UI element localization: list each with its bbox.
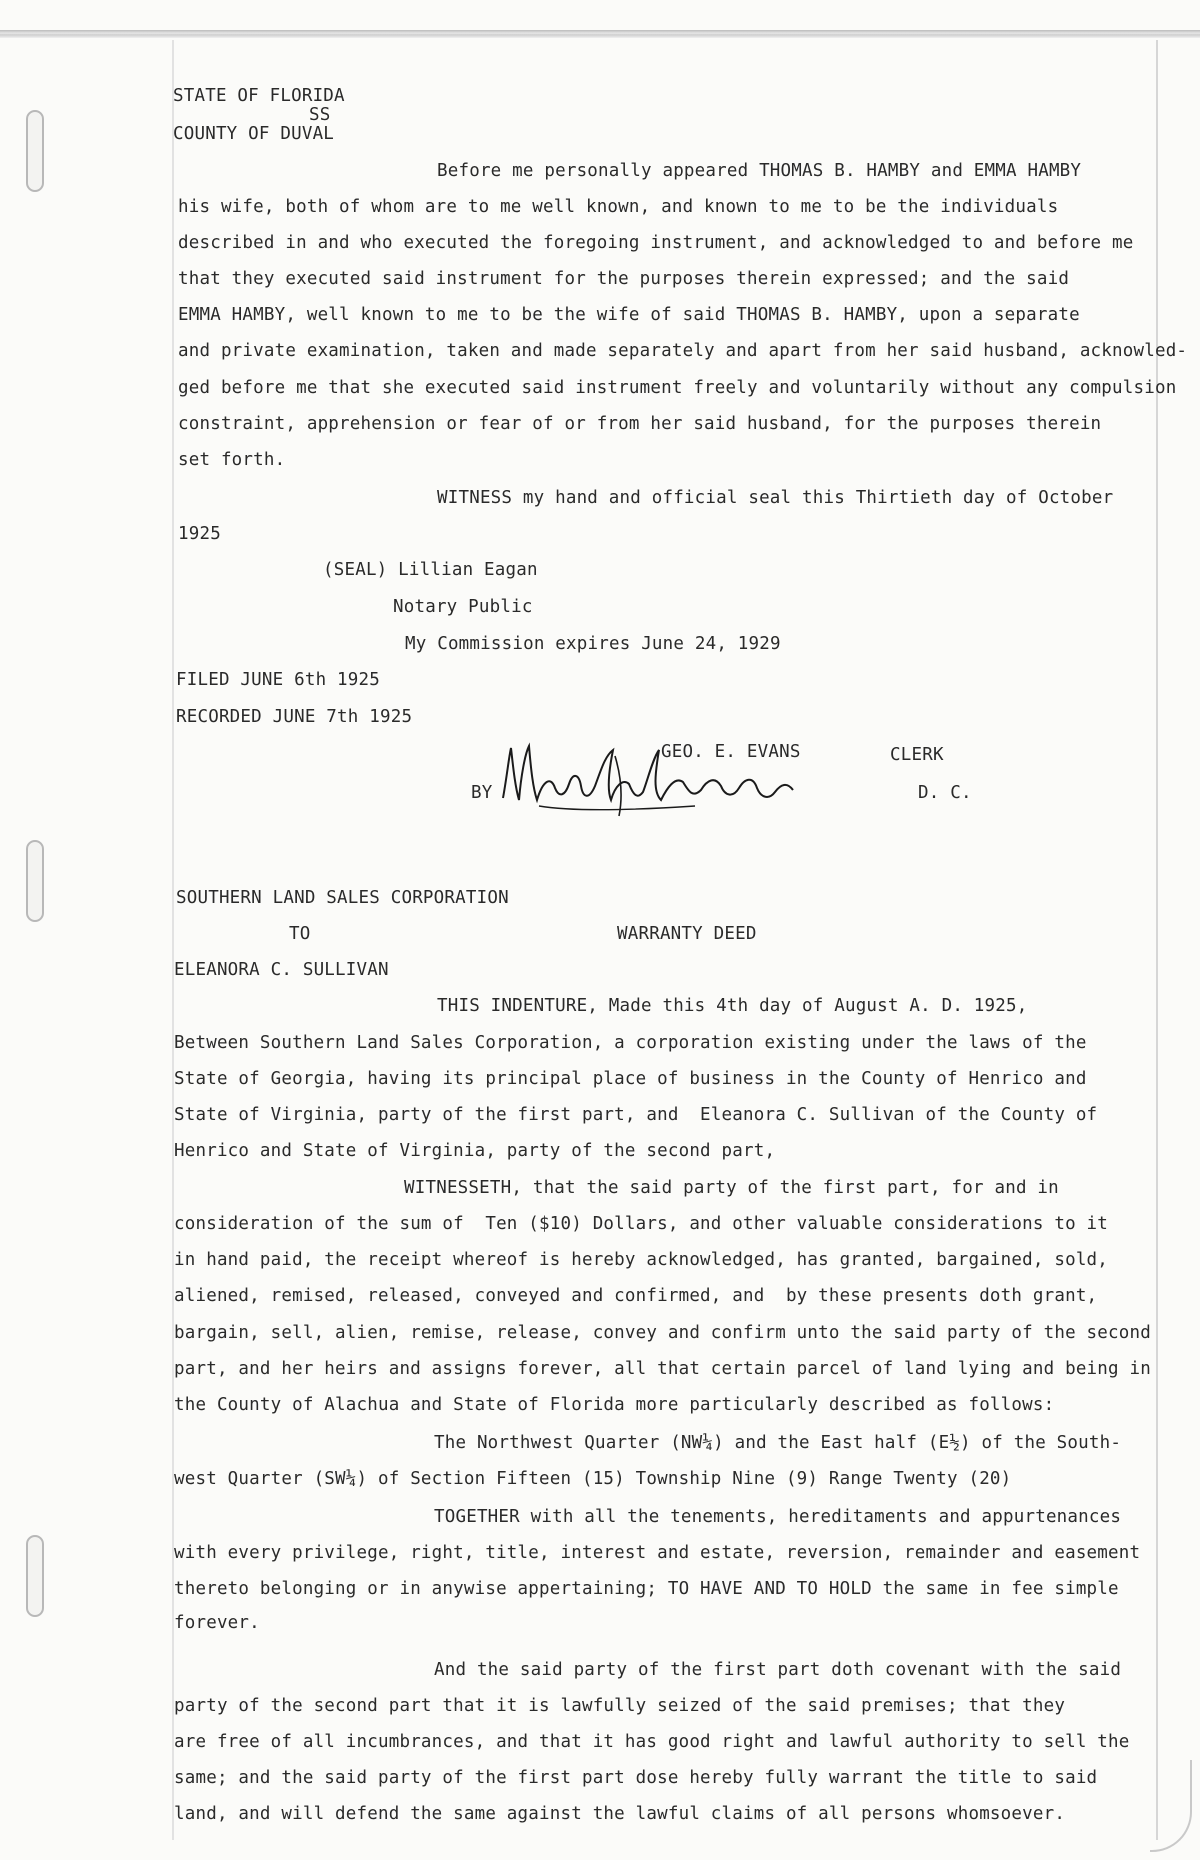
right-page-edge	[1156, 40, 1158, 1840]
clerk-name: GEO. E. EVANS	[661, 742, 801, 762]
together-line: with every privilege, right, title, interest and estate, reversion, remainder and easement	[174, 1543, 1141, 1563]
covenant-line: same; and the said party of the first part dose hereby fully warrant the title to said	[174, 1768, 1098, 1788]
filed-date: FILED JUNE 6th 1925	[176, 670, 380, 690]
witness-year: 1925	[178, 524, 221, 544]
page-curl	[1150, 1760, 1192, 1852]
indenture-line: Henrico and State of Virginia, party of the second part,	[174, 1141, 776, 1161]
notary-signature: (SEAL) Lillian Eagan	[323, 560, 538, 580]
ack-line: that they executed said instrument for the purposes therein expressed; and the said	[178, 269, 1070, 289]
left-margin-line	[172, 40, 174, 1840]
together-line: thereto belonging or in anywise appertaining; TO HAVE AND TO HOLD the same in fee simple	[174, 1579, 1119, 1599]
state-heading: STATE OF FLORIDA	[173, 86, 345, 106]
ack-line: set forth.	[178, 450, 286, 470]
witnesseth-line: the County of Alachua and State of Florida more particularly described as follows:	[174, 1395, 1055, 1415]
ack-line: described in and who executed the foregoing instrument, and acknowledged to and before me	[178, 233, 1134, 253]
covenant-line: party of the second part that it is lawfully seized of the said premises; that they	[174, 1696, 1066, 1716]
covenant-line: land, and will defend the same against the lawful claims of all persons whomsoever.	[174, 1804, 1066, 1824]
deputy-signature	[495, 736, 825, 826]
ss-mark: SS	[309, 105, 331, 125]
witnesseth-line: in hand paid, the receipt whereof is hereby acknowledged, has granted, bargained, sold,	[174, 1250, 1109, 1270]
indenture-line: State of Virginia, party of the first part, and Eleanora C. Sullivan of the County of	[174, 1105, 1098, 1125]
witnesseth-line: WITNESSETH, that the said party of the first part, for and in	[404, 1178, 1059, 1198]
witnesseth-line: aliened, remised, released, conveyed and confirmed, and by these presents doth grant,	[174, 1286, 1098, 1306]
covenant-line: are free of all incumbrances, and that it has good right and lawful authority to sell the	[174, 1732, 1130, 1752]
grantee-name: ELEANORA C. SULLIVAN	[174, 960, 389, 980]
notary-title: Notary Public	[393, 597, 533, 617]
ack-line: constraint, apprehension or fear of or from her said husband, for the purposes therein	[178, 414, 1102, 434]
land-description: The Northwest Quarter (NW¼) and the East half (E½) of the South-	[434, 1433, 1122, 1453]
ack-line: ged before me that she executed said instrument freely and voluntarily without any compulsion	[178, 378, 1177, 398]
binder-hole	[26, 1535, 44, 1617]
deputy-clerk-label: D. C.	[918, 783, 972, 803]
together-line: forever.	[174, 1613, 260, 1633]
county-heading: COUNTY OF DUVAL	[173, 124, 335, 144]
indenture-line: THIS INDENTURE, Made this 4th day of August A. D. 1925,	[437, 996, 1028, 1016]
grantor-name: SOUTHERN LAND SALES CORPORATION	[176, 888, 509, 908]
land-description: west Quarter (SW¼) of Section Fifteen (15) Township Nine (9) Range Twenty (20)	[174, 1469, 1012, 1489]
binder-hole	[26, 840, 44, 922]
witness-line: WITNESS my hand and official seal this Thirtieth day of October	[437, 488, 1114, 508]
together-line: TOGETHER with all the tenements, hereditaments and appurtenances	[434, 1507, 1122, 1527]
indenture-line: Between Southern Land Sales Corporation, a corporation existing under the laws of the	[174, 1033, 1087, 1053]
clerk-title: CLERK	[890, 745, 944, 765]
document-type: WARRANTY DEED	[617, 924, 757, 944]
binder-hole	[26, 110, 44, 192]
top-rule	[0, 30, 1200, 38]
ack-line: Before me personally appeared THOMAS B. HAMBY and EMMA HAMBY	[437, 161, 1082, 181]
ack-line: and private examination, taken and made separately and apart from her said husband, acknowled-	[178, 341, 1188, 361]
recorded-date: RECORDED JUNE 7th 1925	[176, 707, 413, 727]
witnesseth-line: consideration of the sum of Ten ($10) Dollars, and other valuable considerations to it	[174, 1214, 1109, 1234]
indenture-line: State of Georgia, having its principal place of business in the County of Henrico and	[174, 1069, 1087, 1089]
ack-line: EMMA HAMBY, well known to me to be the wife of said THOMAS B. HAMBY, upon a separate	[178, 305, 1080, 325]
covenant-line: And the said party of the first part doth covenant with the said	[434, 1660, 1122, 1680]
commission-expiry: My Commission expires June 24, 1929	[405, 634, 781, 654]
to-label: TO	[289, 924, 311, 944]
witnesseth-line: part, and her heirs and assigns forever, all that certain parcel of land lying and being in	[174, 1359, 1151, 1379]
by-label: BY	[471, 783, 493, 803]
witnesseth-line: bargain, sell, alien, remise, release, convey and confirm unto the said party of the second	[174, 1323, 1151, 1343]
ack-line: his wife, both of whom are to me well known, and known to me to be the individuals	[178, 197, 1059, 217]
